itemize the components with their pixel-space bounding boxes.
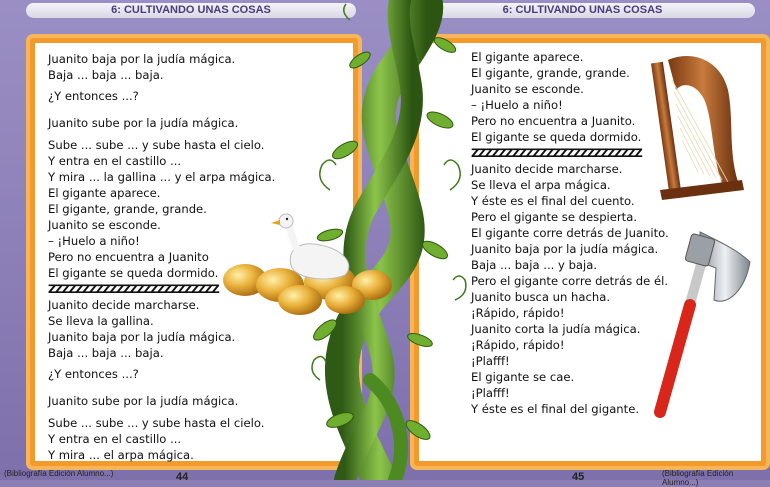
story-line: Pero no encuentra a Juanito. xyxy=(471,114,636,128)
story-line: ¡Plafff! xyxy=(471,386,510,400)
story-line: Juanito sube por la judía mágica. xyxy=(48,116,239,130)
left-footer: (Bibliografía Edición Alumno...) xyxy=(4,469,114,478)
story-line: Juanito sube por la judía mágica. xyxy=(48,394,239,408)
story-line: Pero no encuentra a Juanito xyxy=(48,250,209,264)
story-line: ¿Y entonces ...? xyxy=(48,89,139,103)
left-page-title: 6: CULTIVANDO UNAS COSAS xyxy=(26,3,356,18)
left-page-number: 44 xyxy=(176,471,189,483)
story-line: El gigante, grande, grande. xyxy=(48,202,207,216)
story-line: El gigante, grande, grande. xyxy=(471,66,630,80)
story-line: Y mira ... la gallina ... y el arpa mágica. xyxy=(48,170,276,184)
story-line: Sube ... sube ... y sube hasta el cielo. xyxy=(48,138,265,152)
story-line: Juanito decide marcharse. xyxy=(471,162,623,176)
story-line: ZZZZZZZZZZZZZZZZZZZZZZZZZ xyxy=(48,282,219,296)
right-page-number: 45 xyxy=(572,471,585,483)
story-line: Juanito se esconde. xyxy=(48,218,161,232)
story-line: ¡Rápido, rápido! xyxy=(471,338,565,352)
story-line: Juanito se esconde. xyxy=(471,82,584,96)
story-line: Baja ... baja ... y baja. xyxy=(471,258,598,272)
axe-illustration xyxy=(660,232,750,412)
story-line: – ¡Huelo a niño! xyxy=(471,98,563,112)
story-line: ¿Y entonces ...? xyxy=(48,367,139,381)
story-line: Pero el gigante corre detrás de él. xyxy=(471,274,669,288)
story-line: – ¡Huelo a niño! xyxy=(48,234,140,248)
story-line: El gigante se queda dormido. xyxy=(48,266,219,280)
story-line: Baja ... baja ... baja. xyxy=(48,68,164,82)
story-line: El gigante corre detrás de Juanito. xyxy=(471,226,669,240)
story-line: Y entra en el castillo ... xyxy=(48,432,182,446)
story-line: Juanito corta la judía mágica. xyxy=(471,322,641,336)
story-line: ZZZZZZZZZZZZZZZZZZZZZZZZZ xyxy=(471,146,642,160)
story-line: Se lleva la gallina. xyxy=(48,314,154,328)
story-line: Juanito baja por la judía mágica. xyxy=(471,242,659,256)
story-line: Se lleva el arpa mágica. xyxy=(471,178,611,192)
story-line: Y entra en el castillo ... xyxy=(48,154,182,168)
story-line: El gigante aparece. xyxy=(471,50,584,64)
right-footer: (Bibliografía Edición Alumno...) xyxy=(662,469,734,487)
story-line: Sube ... sube ... y sube hasta el cielo. xyxy=(48,416,265,430)
right-page-title: 6: CULTIVANDO UNAS COSAS xyxy=(410,3,755,18)
story-line: Y éste es el final del gigante. xyxy=(471,402,640,416)
story-line: ¡Plafff! xyxy=(471,354,510,368)
harp-illustration xyxy=(651,56,744,200)
story-line: Pero el gigante se despierta. xyxy=(471,210,638,224)
story-line: El gigante aparece. xyxy=(48,186,161,200)
beanstalk-illustration xyxy=(310,0,465,480)
story-line: Y éste es el final del cuento. xyxy=(471,194,635,208)
story-line: El gigante se cae. xyxy=(471,370,575,384)
story-line: Juanito baja por la judía mágica. xyxy=(48,52,236,66)
story-line: Juanito busca un hacha. xyxy=(471,290,611,304)
story-line: Juanito decide marcharse. xyxy=(48,298,200,312)
story-line: Baja ... baja ... baja. xyxy=(48,346,164,360)
story-line: Y mira ... el arpa mágica. xyxy=(48,448,194,462)
story-line: Juanito baja por la judía mágica. xyxy=(48,330,236,344)
story-line: ¡Rápido, rápido! xyxy=(471,306,565,320)
story-line: El gigante se queda dormido. xyxy=(471,130,642,144)
